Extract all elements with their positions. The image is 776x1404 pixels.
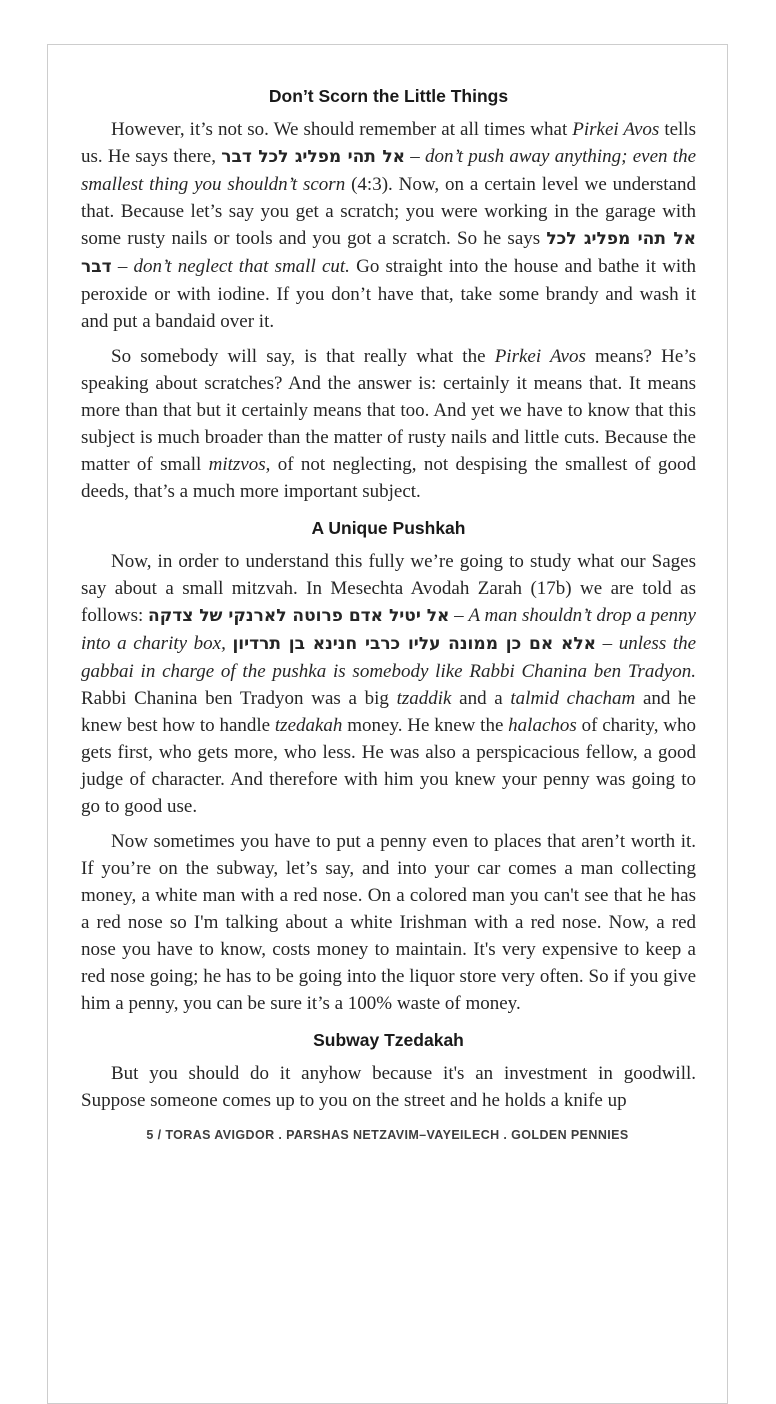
plain-text-segment: So somebody will say, is that really what the: [111, 346, 495, 367]
plain-text-segment: , of not neglecting, not despising the smallest of good deeds, that’s a much more important subject.: [81, 454, 697, 502]
section-heading-subway-tzedakah: Subway Tzedakah: [313, 1030, 464, 1050]
plain-text-segment: However, it’s not so. We should remember at all times what: [111, 119, 573, 140]
plain-text-segment: Go straight into the house and bathe it with peroxide or with iodine. If you don’t have that, take some brandy and wash it and put a bandaid over it.: [81, 256, 696, 332]
plain-text-segment: –: [404, 146, 425, 167]
hebrew-text-segment: אלא אם כן ממונה עליו כרבי חנינא בן תרדיון: [232, 634, 597, 654]
italic-text-segment: unless the gabbai in charge of the pushka is somebody like Rabbi Chanina ben Tradyon.: [81, 633, 697, 682]
plain-text-segment: and he knew best how to handle: [81, 688, 696, 736]
paragraph: [81, 116, 696, 335]
italic-text-segment: talmid chacham: [510, 688, 636, 709]
plain-text-segment: tells us. He says there,: [81, 119, 696, 167]
plain-text-segment: means? He’s speaking about scratches? And the answer is: certainly it means that. It means more than that but it certainly means that too. And yet we have to know that this subject is much broader than the matter of rusty nails and little cuts. Because the matter of small: [81, 346, 696, 475]
italic-text-segment: don’t push away anything; even the smallest thing you shouldn’t scorn: [81, 146, 697, 195]
plain-text-segment: Now sometimes you have to put a penny even to places that aren’t worth it. If you’re on the subway, let’s say, and into your car comes a man collecting money, a white man with a red nose. On a colored man you can't see that he has a red nose so I'm talking about a white Irishman with a red nose. Now, a red nose you have to know, costs money to maintain. It's very expensive to keep a red nose going; he has to be going into the liquor store very often. So if you give him a penny, you can be sure it’s a 100% waste of money.: [81, 831, 696, 1014]
plain-text-segment: money. He knew the: [342, 715, 509, 736]
italic-text-segment: mitzvos: [208, 454, 266, 475]
italic-text-segment: don’t neglect that small cut.: [133, 256, 350, 277]
plain-text-segment: Rabbi Chanina ben Tradyon was a big: [81, 688, 397, 709]
section-heading-dont-scorn: Don’t Scorn the Little Things: [268, 86, 509, 106]
plain-text-segment: Now, in order to understand this fully we’re going to study what our Sages say about a small mitzvah. In Mesechta Avodah Zarah (17b) we are told as follows:: [81, 551, 696, 626]
italic-text-segment: tzedakah: [274, 715, 343, 736]
plain-text-segment: But you should do it anyhow because it's an investment in goodwill. Suppose someone comes up to you on the street and he holds a knife up: [81, 1063, 696, 1111]
italic-text-segment: tzaddik: [396, 688, 452, 709]
italic-text-segment: halachos: [508, 715, 577, 736]
plain-text-segment: –: [111, 256, 134, 277]
italic-text-segment: Pirkei Avos: [494, 346, 586, 367]
plain-text-segment: (4:3). Now, on a certain level we understand that. Because let’s say you get a scratch; you were working in the garage with some rusty nails or tools and you got a scratch. So he says: [81, 174, 697, 249]
page-footer: 5 / TORAS AVIGDOR . PARSHAS NETZAVIM–VAYEILECH . GOLDEN PENNIES: [146, 1128, 629, 1142]
section-heading-unique-pushkah: A Unique Pushkah: [311, 518, 466, 538]
plain-text-segment: –: [596, 633, 619, 654]
paragraph: [81, 548, 696, 820]
paragraph: [81, 343, 696, 505]
hebrew-text-segment: אל יטיל אדם פרוטה לארנקי של צדקה: [148, 606, 450, 626]
italic-text-segment: Pirkei Avos: [572, 119, 660, 140]
plain-text-segment: of charity, who gets first, who gets more, who less. He was also a perspicacious fellow, a good judge of character. And therefore with him you knew your penny was going to go to good use.: [81, 715, 696, 817]
italic-text-segment: A man shouldn’t drop a penny into a charity box,: [81, 605, 696, 654]
document-page: [47, 44, 728, 1404]
hebrew-text-segment: אל תהי מפליג לכל דבר: [221, 147, 405, 167]
hebrew-text-segment: אל תהי מפליג לכל דבר: [81, 229, 697, 277]
paragraph: [81, 1060, 696, 1114]
paragraph: [81, 828, 696, 1017]
plain-text-segment: and a: [451, 688, 511, 709]
plain-text-segment: –: [449, 605, 469, 626]
